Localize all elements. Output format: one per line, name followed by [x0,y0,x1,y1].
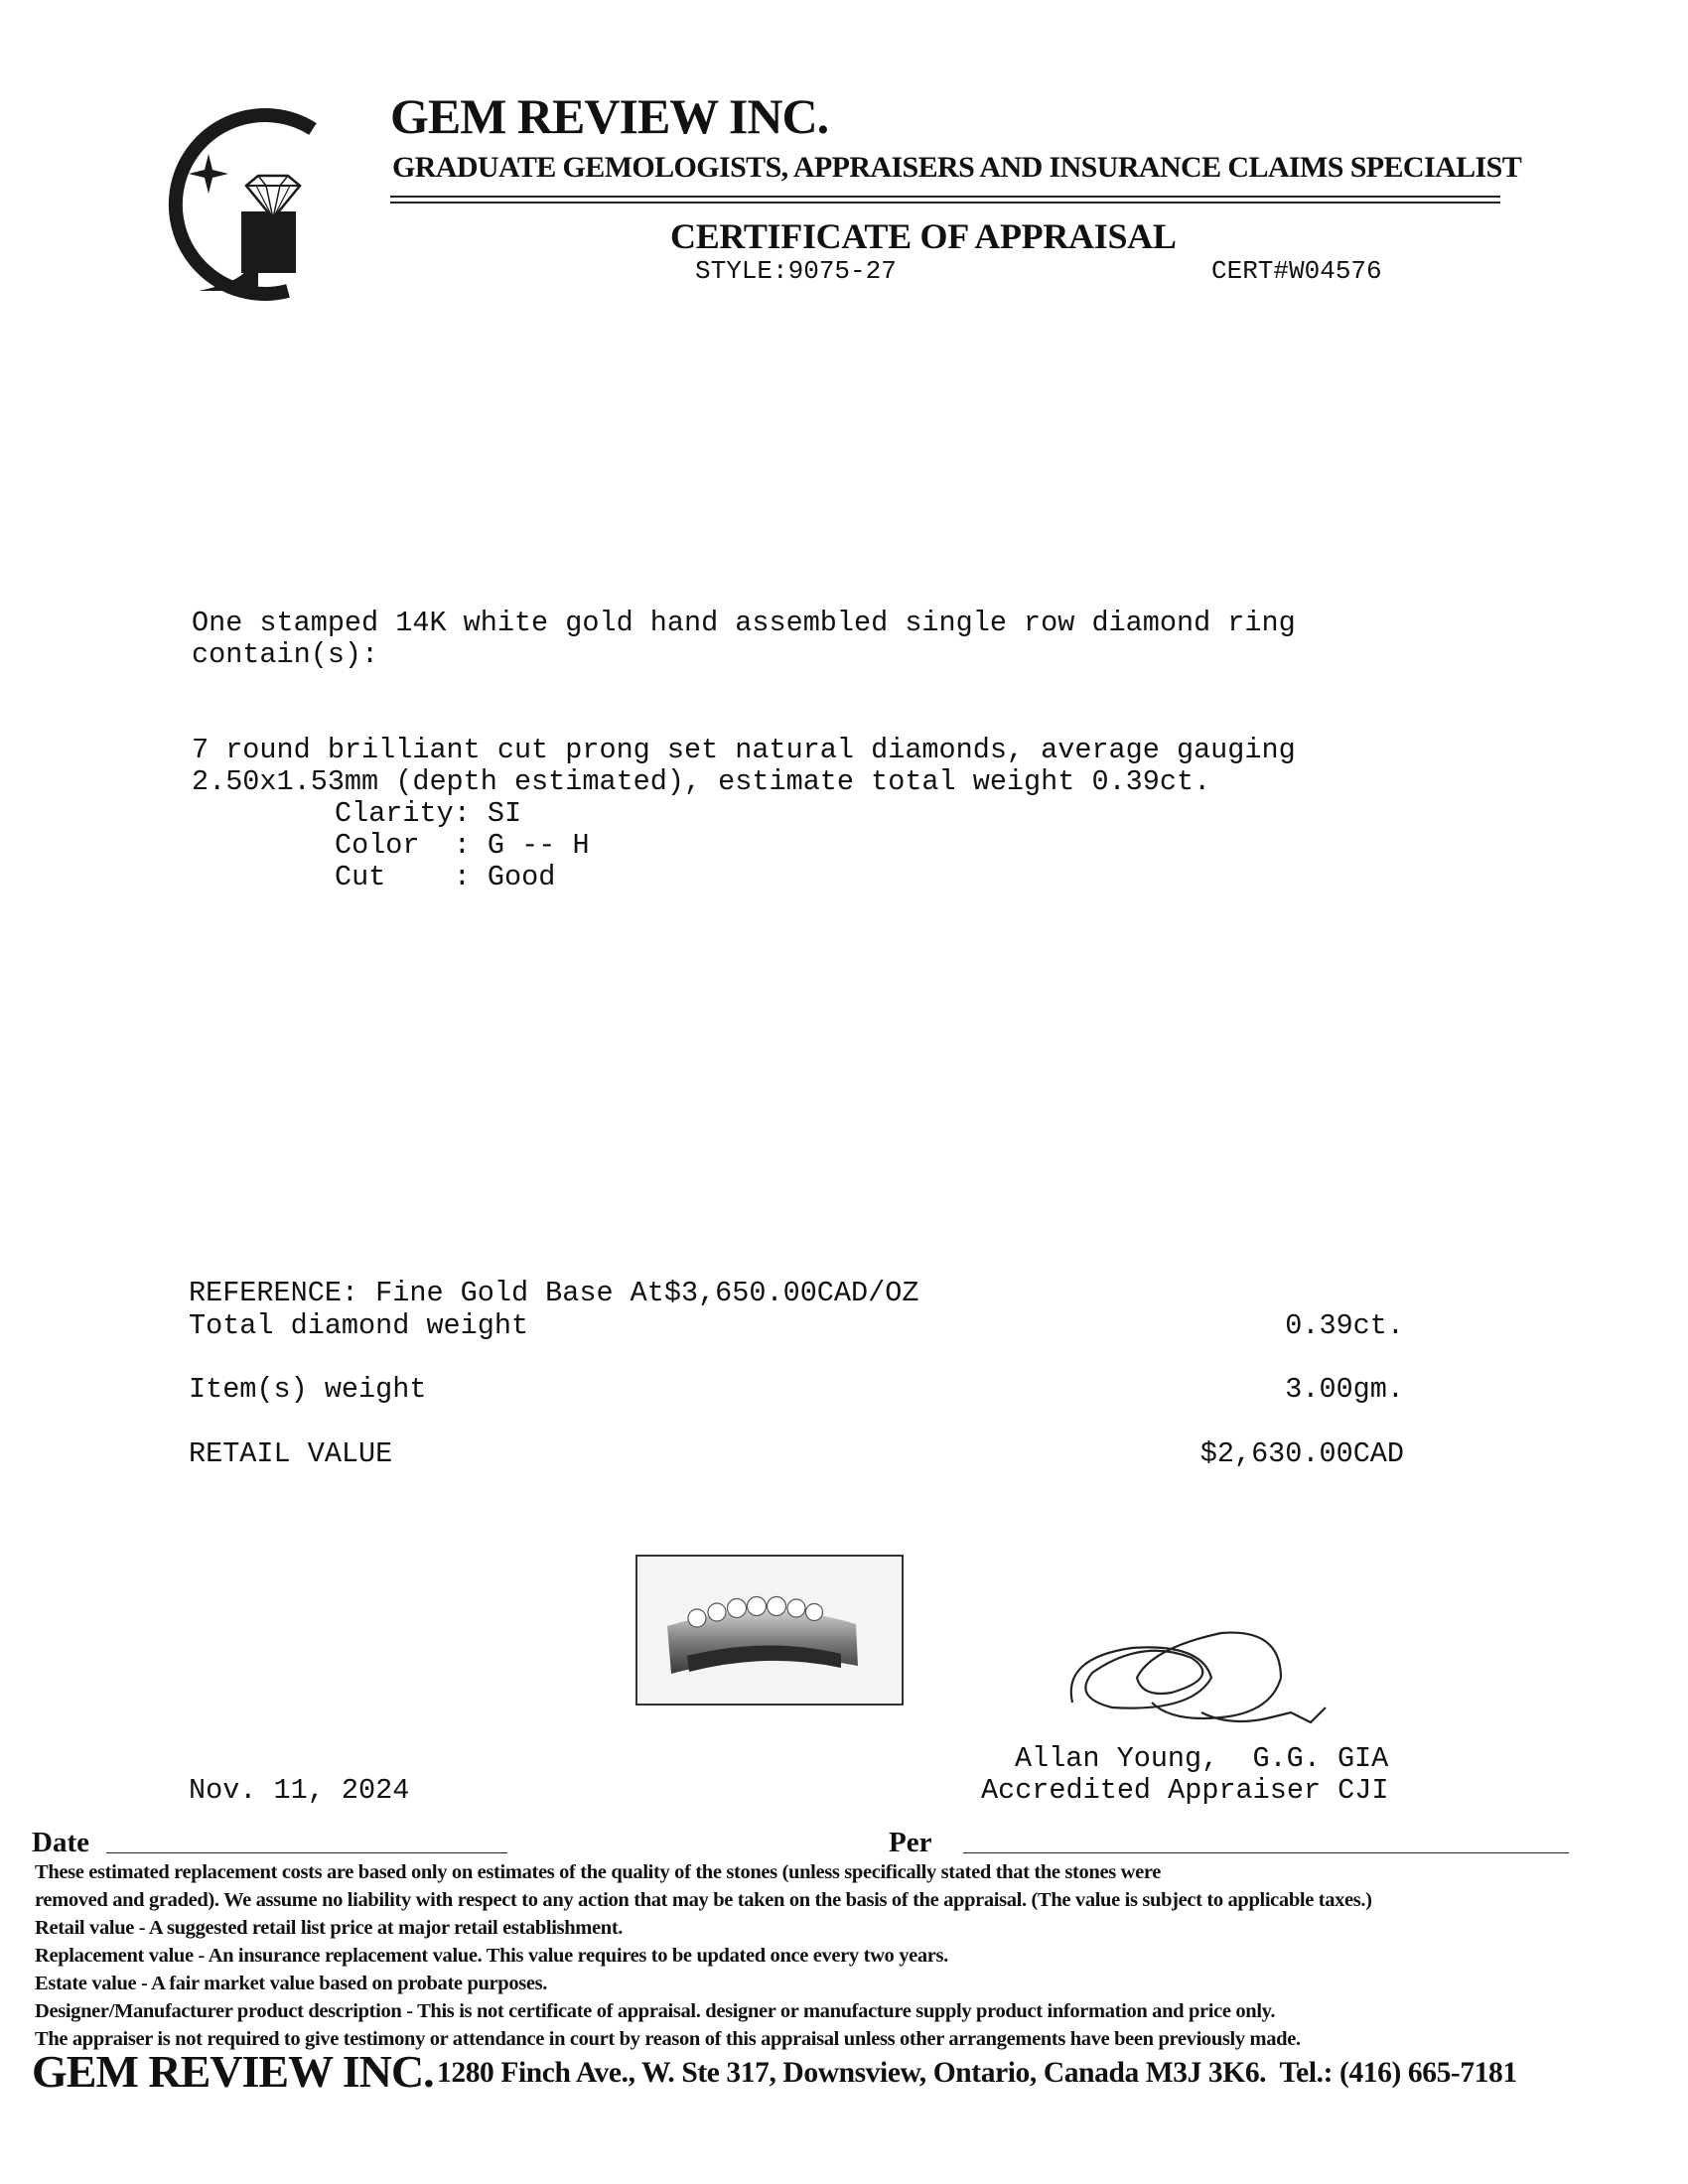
stones-line: 7 round brilliant cut prong set natural diamonds, average gauging [192,734,1296,766]
description-line: contain(s): [192,638,379,671]
disclaimer-line: Estate value - A fair market value based on probate purposes. [35,1973,548,1994]
per-label: Per [889,1827,932,1858]
description-line: One stamped 14K white gold hand assembled single row diamond ring [192,607,1296,639]
disclaimer [35,1858,1663,2053]
company-tagline: GRADUATE GEMOLOGISTS, APPRAISERS AND INSURANCE CLAIMS SPECIALIST [392,151,1522,184]
company-logo [139,94,338,303]
diamond-weight-value: 0.39ct. [1285,1309,1404,1342]
header-rule-bottom [390,202,1500,204]
item-weight-value: 3.00gm. [1285,1373,1404,1406]
color-grade: Color : G -- H [335,829,590,862]
disclaimer-line: Replacement value - An insurance replacement value. This value requires to be updated once every two years. [35,1945,948,1967]
appraiser-signature [1053,1618,1370,1737]
company-name: GEM REVIEW INC. [390,88,829,144]
per-line [963,1852,1569,1853]
style-number: STYLE:9075-27 [695,256,897,286]
retail-value-label: RETAIL VALUE [189,1437,393,1470]
appraisal-date: Nov. 11, 2024 [189,1774,410,1807]
stones-line: 2.50x1.53mm (depth estimated), estimate total weight 0.39ct. [192,765,1211,798]
appraiser-name: Allan Young, G.G. GIA [1015,1742,1389,1775]
disclaimer-line: These estimated replacement costs are based only on estimates of the quality of the stones (unless specifically stated that the stones were [35,1861,1161,1883]
cert-number: CERT#W04576 [1211,256,1382,286]
disclaimer-line: removed and graded). We assume no liability with respect to any action that may be taken on the basis of the appraisal. (The value is subject to applicable taxes.) [35,1889,1372,1911]
disclaimer-line: Designer/Manufacturer product description - This is not certificate of appraisal. designer or manufacture supply product information and price only. [35,2000,1276,2022]
date-label: Date [32,1827,89,1858]
cut-grade: Cut : Good [335,861,556,893]
diamond-weight-label: Total diamond weight [189,1309,529,1342]
clarity-grade: Clarity: SI [335,797,522,830]
item-weight-label: Item(s) weight [189,1373,427,1406]
disclaimer-line: The appraiser is not required to give testimony or attendance in court by reason of this appraisal unless other arrangements have been previously made. [35,2028,1301,2050]
ring-photo [635,1555,904,1706]
footer-company-name: GEM REVIEW INC. [32,2046,434,2097]
certificate-title: CERTIFICATE OF APPRAISAL [670,216,1177,256]
appraiser-title: Accredited Appraiser CJI [981,1774,1389,1807]
disclaimer-line: Retail value - A suggested retail list price at major retail establishment. [35,1917,624,1939]
footer-address: 1280 Finch Ave., W. Ste 317, Downsview, Ontario, Canada M3J 3K6. Tel.: (416) 665-7181 [437,2057,1517,2089]
header-rule-top [390,196,1500,198]
gold-reference: REFERENCE: Fine Gold Base At$3,650.00CAD/OZ [189,1277,919,1309]
date-line [106,1852,507,1853]
retail-value-amount: $2,630.00CAD [1199,1437,1404,1470]
